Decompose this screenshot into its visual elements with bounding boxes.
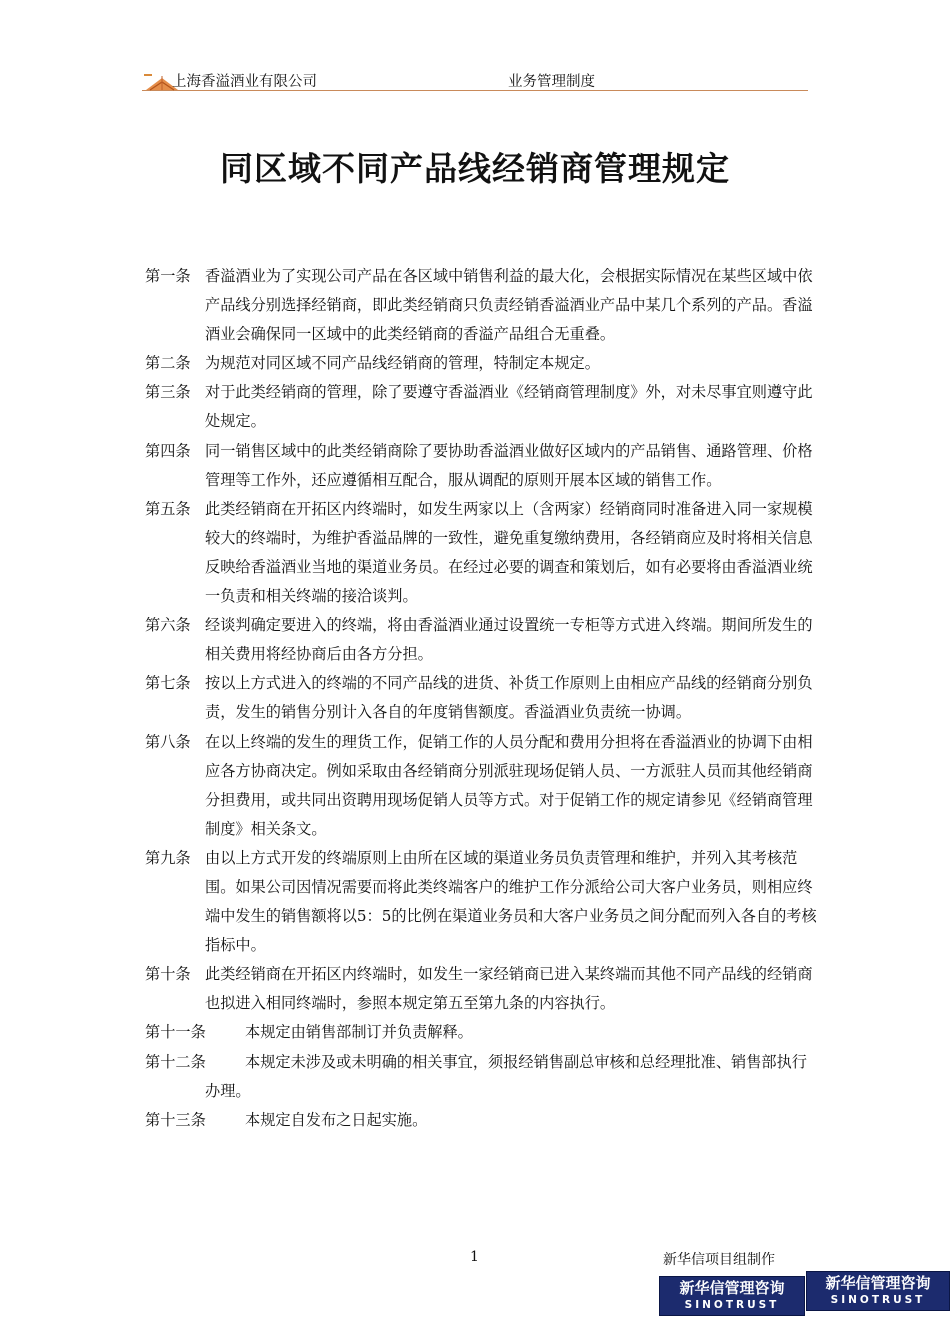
article-number: 第十条 xyxy=(145,965,191,984)
article-text: 香溢酒业为了实现公司产品在各区域中销售利益的最大化，会根据实际情况在某些区域中依产品线分别选择经销商，即此类经销商只负责经销香溢酒业产品中某几个系列的产品。香溢酒业会确保同一区域中的此类经销商的香溢产品组合无重叠。 xyxy=(205,267,813,344)
article-12 xyxy=(145,1048,820,1106)
article-number: 第十三条 xyxy=(145,1110,206,1129)
brand-name-en: SINOTRUST xyxy=(830,1294,926,1306)
article-number: 第一条 xyxy=(145,267,191,285)
brand-name-cn: 新华信管理咨询 xyxy=(679,1279,785,1297)
page-header xyxy=(142,68,808,91)
article-9 xyxy=(145,844,820,960)
article-number: 第九条 xyxy=(145,848,191,867)
article-3 xyxy=(145,378,820,436)
document-title: 同区域不同产品线经销商管理规定 xyxy=(220,149,730,188)
article-10 xyxy=(145,960,820,1018)
article-11 xyxy=(145,1018,820,1047)
page-number: 1 xyxy=(470,1249,479,1265)
article-5 xyxy=(145,495,820,611)
article-number: 第四条 xyxy=(145,441,191,460)
article-list xyxy=(145,262,820,1135)
article-text: 本规定由销售部制订并负责解释。 xyxy=(245,1023,473,1042)
article-number: 第八条 xyxy=(145,732,191,751)
article-text: 按以上方式进入的终端的不同产品线的进货、补货工作原则上由相应产品线的经销商分别负责，发生的销售分别计入各自的年度销售额度。香溢酒业负责统一协调。 xyxy=(205,674,813,722)
article-text: 本规定未涉及或未明确的相关事宜，须报经销售副总审核和总经理批准、销售部执行办理。 xyxy=(205,1052,807,1100)
brand-name-en: SINOTRUST xyxy=(684,1299,780,1311)
article-text: 本规定自发布之日起实施。 xyxy=(245,1110,428,1129)
article-number: 第三条 xyxy=(145,383,191,402)
brand-logo xyxy=(659,1276,805,1316)
article-text: 由以上方式开发的终端原则上由所在区域的渠道业务员负责管理和维护，并列入其考核范围。如果公司因情况需要而将此类终端客户的维护工作分派给公司大客户业务员，则相应终端中发生的销售额将以5：5的比例在渠道业务员和大客户业务员之间分配而列入各自的考核指标中。 xyxy=(205,848,817,955)
article-6 xyxy=(145,611,820,669)
article-number: 第二条 xyxy=(145,354,191,373)
article-2 xyxy=(145,349,820,378)
brand-name-cn: 新华信管理咨询 xyxy=(825,1274,931,1292)
article-4 xyxy=(145,437,820,495)
article-number: 第五条 xyxy=(145,499,191,518)
article-text: 对于此类经销商的管理，除了要遵守香溢酒业《经销商管理制度》外，对未尽事宜则遵守此处规定。 xyxy=(205,383,813,431)
article-1 xyxy=(145,262,820,349)
header-section-title: 业务管理制度 xyxy=(508,74,595,90)
article-text: 同一销售区域中的此类经销商除了要协助香溢酒业做好区域内的产品销售、通路管理、价格管理等工作外，还应遵循相互配合，服从调配的原则开展本区域的销售工作。 xyxy=(205,441,813,489)
article-number: 第十一条 xyxy=(145,1023,206,1042)
brand-logo xyxy=(806,1271,950,1311)
article-7 xyxy=(145,669,820,727)
article-text: 经谈判确定要进入的终端，将由香溢酒业通过设置统一专柜等方式进入终端。期间所发生的相关费用将经协商后由各方分担。 xyxy=(205,616,813,664)
footer-maker: 新华信项目组制作 xyxy=(663,1252,775,1268)
article-number: 第六条 xyxy=(145,616,191,635)
article-text: 在以上终端的发生的理货工作，促销工作的人员分配和费用分担将在香溢酒业的协调下由相应各方协商决定。例如采取由各经销商分别派驻现场促销人员、一方派驻人员而其他经销商分担费用，或共同出资聘用现场促销人员等方式。对于促销工作的规定请参见《经销商管理制度》相关条文。 xyxy=(205,732,813,838)
article-number: 第七条 xyxy=(145,674,191,693)
article-text: 为规范对同区域不同产品线经销商的管理，特制定本规定。 xyxy=(205,354,600,373)
article-8 xyxy=(145,728,820,844)
article-text: 此类经销商在开拓区内终端时，如发生两家以上（含两家）经销商同时准备进入同一家规模较大的终端时，为维护香溢品牌的一致性，避免重复缴纳费用，各经销商应及时将相关信息反映给香溢酒业当地的渠道业务员。在经过必要的调查和策划后，如有必要将由香溢酒业统一负责和相关终端的接洽谈判。 xyxy=(205,499,813,606)
article-number: 第十二条 xyxy=(145,1052,206,1071)
company-name: 上海香溢酒业有限公司 xyxy=(172,74,317,90)
article-13 xyxy=(145,1106,820,1135)
article-text: 此类经销商在开拓区内终端时，如发生一家经销商已进入某终端而其他不同产品线的经销商也拟进入相同终端时，参照本规定第五至第九条的内容执行。 xyxy=(205,965,813,1013)
